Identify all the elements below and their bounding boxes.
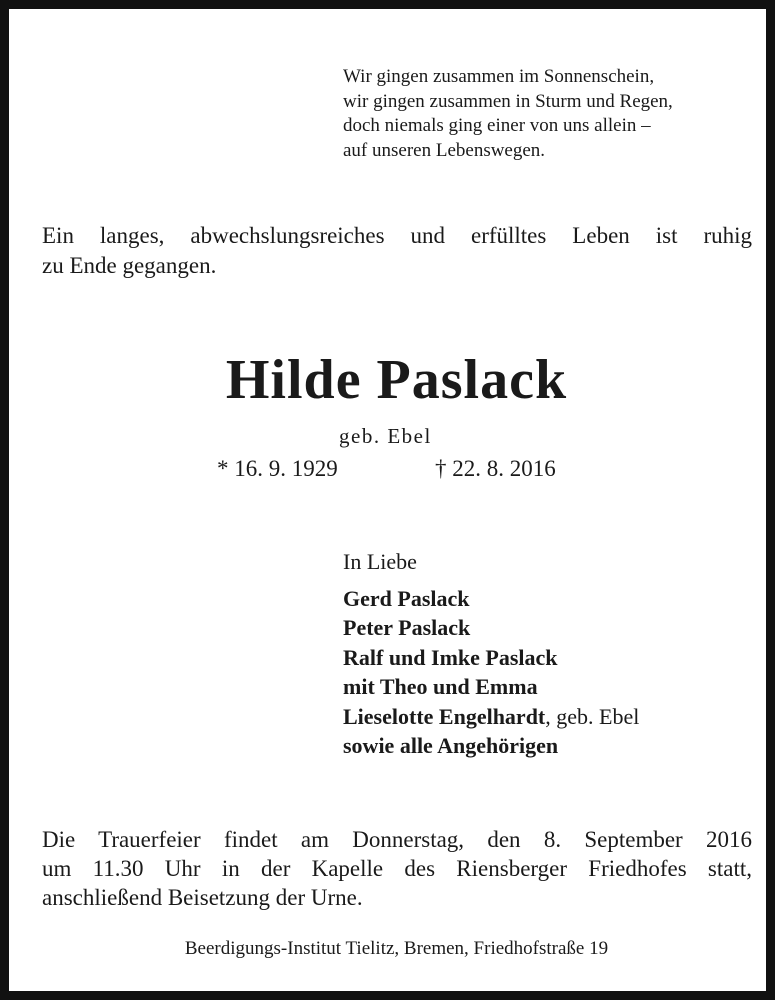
service-line: Die Trauerfeier findet am Donnerstag, den 8. September 2016 [42, 827, 752, 852]
intro-text [42, 221, 752, 281]
maiden-name: geb. Ebel [339, 424, 432, 448]
service-line: anschließend Beisetzung der Urne. [42, 885, 363, 910]
mourners-block [343, 547, 639, 761]
intro-line: Ein langes, abwechslungsreiches und erfülltes Leben ist ruhig [42, 223, 752, 248]
birth-date: * 16. 9. 1929 [217, 456, 338, 481]
mourner-maiden-suffix: , geb. Ebel [545, 703, 640, 729]
mourners-intro: In Liebe [343, 549, 417, 574]
mourner-name: Lieselotte Engelhardt [343, 703, 546, 729]
mourner-name: Gerd Paslack [343, 585, 470, 611]
funeral-home-footer: Beerdigungs-Institut Tielitz, Bremen, Friedhofstraße 19 [184, 938, 609, 959]
poem-line: wir gingen zusammen in Sturm und Regen, [343, 90, 673, 112]
poem [343, 65, 673, 163]
poem-line: doch niemals ging einer von uns allein – [343, 115, 651, 136]
intro-line: zu Ende gegangen. [42, 253, 217, 278]
service-line: um 11.30 Uhr in der Kapelle des Riensberger Friedhofes statt, [42, 856, 752, 881]
poem-line: Wir gingen zusammen im Sonnenschein, [343, 66, 655, 87]
death-date: † 22. 8. 2016 [435, 456, 556, 481]
mourner-line-lieselotte [343, 702, 639, 732]
mourner-name: Ralf und Imke Paslack [343, 644, 558, 670]
funeral-service-text [42, 825, 752, 912]
mourner-name: Peter Paslack [343, 615, 471, 640]
mourner-name: sowie alle Angehörigen [343, 733, 559, 758]
deceased-name: Hilde Paslack [225, 349, 568, 411]
mourner-name: mit Theo und Emma [343, 674, 538, 699]
poem-line: auf unseren Lebenswegen. [343, 139, 546, 161]
